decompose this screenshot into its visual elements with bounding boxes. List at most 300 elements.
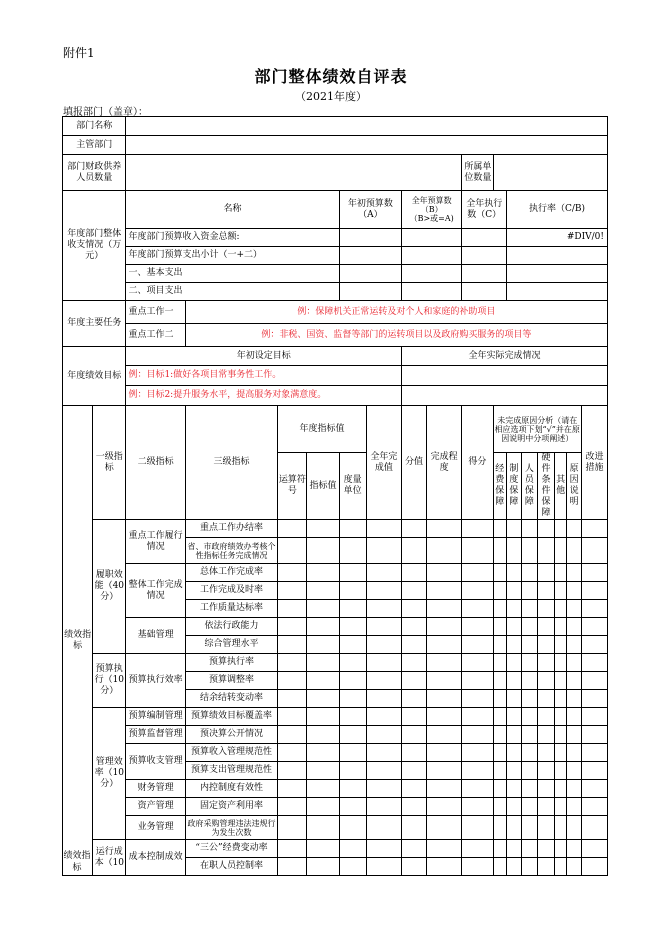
- table-cell[interactable]: [426, 762, 461, 780]
- table-cell[interactable]: [462, 780, 493, 798]
- table-cell[interactable]: [538, 798, 555, 816]
- table-cell[interactable]: [493, 600, 507, 618]
- table-cell[interactable]: [462, 840, 493, 858]
- table-cell[interactable]: [402, 840, 427, 858]
- table-cell[interactable]: [538, 654, 555, 672]
- table-cell[interactable]: [507, 816, 522, 840]
- table-cell[interactable]: [278, 780, 307, 798]
- table-cell[interactable]: [426, 744, 461, 762]
- table-cell[interactable]: [567, 708, 582, 726]
- table-cell[interactable]: [278, 582, 307, 600]
- table-cell[interactable]: [521, 636, 538, 654]
- table-cell[interactable]: [581, 816, 607, 840]
- table-cell[interactable]: [366, 600, 401, 618]
- cell-input[interactable]: [339, 265, 401, 283]
- table-cell[interactable]: [402, 538, 427, 564]
- table-cell[interactable]: [462, 816, 493, 840]
- table-cell[interactable]: [366, 816, 401, 840]
- goal2-done-input[interactable]: [402, 386, 608, 406]
- table-cell[interactable]: [493, 690, 507, 708]
- table-cell[interactable]: [462, 538, 493, 564]
- table-cell[interactable]: [538, 726, 555, 744]
- table-cell[interactable]: [307, 690, 339, 708]
- table-cell[interactable]: [554, 600, 566, 618]
- table-cell[interactable]: [521, 520, 538, 538]
- table-cell[interactable]: [278, 600, 307, 618]
- table-cell[interactable]: [402, 520, 427, 538]
- table-cell[interactable]: [554, 636, 566, 654]
- table-cell[interactable]: [462, 600, 493, 618]
- table-cell[interactable]: [567, 538, 582, 564]
- table-cell[interactable]: [581, 762, 607, 780]
- table-cell[interactable]: [339, 538, 366, 564]
- cell-input[interactable]: [462, 283, 507, 301]
- table-cell[interactable]: [567, 726, 582, 744]
- cell-input[interactable]: [462, 229, 507, 247]
- table-cell[interactable]: [278, 538, 307, 564]
- table-cell[interactable]: [402, 858, 427, 876]
- table-cell[interactable]: [366, 798, 401, 816]
- table-cell[interactable]: [278, 618, 307, 636]
- table-cell[interactable]: [339, 636, 366, 654]
- table-cell[interactable]: [554, 744, 566, 762]
- table-cell[interactable]: [493, 840, 507, 858]
- table-cell[interactable]: [307, 654, 339, 672]
- table-cell[interactable]: [554, 762, 566, 780]
- table-cell[interactable]: [426, 708, 461, 726]
- cell-input[interactable]: [507, 265, 608, 283]
- table-cell[interactable]: [521, 726, 538, 744]
- table-cell[interactable]: [278, 672, 307, 690]
- cell-input[interactable]: [402, 265, 462, 283]
- table-cell[interactable]: [462, 520, 493, 538]
- table-cell[interactable]: [493, 858, 507, 876]
- table-cell[interactable]: [339, 564, 366, 582]
- table-cell[interactable]: [278, 726, 307, 744]
- table-cell[interactable]: [538, 564, 555, 582]
- table-cell[interactable]: [521, 654, 538, 672]
- dept-name-field[interactable]: [126, 117, 608, 136]
- table-cell[interactable]: [366, 762, 401, 780]
- table-cell[interactable]: [507, 672, 522, 690]
- table-cell[interactable]: [339, 726, 366, 744]
- table-cell[interactable]: [521, 690, 538, 708]
- table-cell[interactable]: [278, 708, 307, 726]
- table-cell[interactable]: [402, 618, 427, 636]
- table-cell[interactable]: [507, 798, 522, 816]
- table-cell[interactable]: [538, 690, 555, 708]
- table-cell[interactable]: [402, 564, 427, 582]
- task2-text: 例：非税、国资、监督等部门的运转项目以及政府购买服务的项目等: [185, 324, 607, 347]
- table-cell[interactable]: [554, 618, 566, 636]
- table-cell[interactable]: [567, 816, 582, 840]
- table-cell[interactable]: [507, 538, 522, 564]
- table-cell[interactable]: [493, 654, 507, 672]
- table-cell[interactable]: [426, 690, 461, 708]
- table-cell[interactable]: [493, 538, 507, 564]
- table-cell[interactable]: [278, 798, 307, 816]
- table-cell[interactable]: [493, 744, 507, 762]
- table-cell[interactable]: [521, 582, 538, 600]
- table-cell[interactable]: [366, 582, 401, 600]
- supervisor-field[interactable]: [126, 136, 608, 155]
- table-cell[interactable]: [307, 600, 339, 618]
- table-cell[interactable]: [493, 564, 507, 582]
- table-cell[interactable]: [307, 744, 339, 762]
- table-cell[interactable]: [538, 816, 555, 840]
- table-cell[interactable]: [402, 744, 427, 762]
- table-cell[interactable]: [567, 564, 582, 582]
- table-cell[interactable]: [567, 654, 582, 672]
- table-cell[interactable]: [402, 654, 427, 672]
- table-cell[interactable]: [278, 690, 307, 708]
- table-cell[interactable]: [493, 636, 507, 654]
- table-cell[interactable]: [507, 582, 522, 600]
- table-cell[interactable]: [521, 672, 538, 690]
- units-field[interactable]: [493, 155, 607, 191]
- table-cell[interactable]: [507, 744, 522, 762]
- table-cell[interactable]: [307, 798, 339, 816]
- table-cell[interactable]: [493, 618, 507, 636]
- table-cell[interactable]: [278, 520, 307, 538]
- table-cell[interactable]: [339, 744, 366, 762]
- table-cell[interactable]: [402, 708, 427, 726]
- table-cell[interactable]: [402, 690, 427, 708]
- item-t1: 重点工作办结率: [185, 520, 278, 538]
- table-cell[interactable]: [366, 672, 401, 690]
- table-cell[interactable]: [554, 858, 566, 876]
- table-cell[interactable]: [507, 600, 522, 618]
- table-cell[interactable]: [581, 538, 607, 564]
- table-cell[interactable]: [339, 690, 366, 708]
- table-cell[interactable]: [507, 654, 522, 672]
- table-cell[interactable]: [278, 840, 307, 858]
- table-cell[interactable]: [567, 520, 582, 538]
- table-cell[interactable]: [402, 798, 427, 816]
- goals-col-done: 全年实际完成情况: [402, 347, 608, 366]
- table-cell[interactable]: [402, 636, 427, 654]
- table-cell[interactable]: [462, 582, 493, 600]
- table-cell[interactable]: [366, 654, 401, 672]
- table-cell[interactable]: [307, 708, 339, 726]
- table-cell[interactable]: [426, 538, 461, 564]
- item-t7: 综合管理水平: [185, 636, 278, 654]
- table-cell[interactable]: [507, 780, 522, 798]
- table-cell[interactable]: [554, 520, 566, 538]
- table-cell[interactable]: [366, 538, 401, 564]
- cell-input[interactable]: [402, 247, 462, 265]
- table-cell[interactable]: [307, 636, 339, 654]
- item-t4: 工作完成及时率: [185, 582, 278, 600]
- table-cell[interactable]: [307, 840, 339, 858]
- table-cell[interactable]: [581, 520, 607, 538]
- table-cell[interactable]: [521, 816, 538, 840]
- table-cell[interactable]: [554, 816, 566, 840]
- table-cell[interactable]: [493, 520, 507, 538]
- cell-input[interactable]: [402, 283, 462, 301]
- table-cell[interactable]: [521, 840, 538, 858]
- table-cell[interactable]: [521, 618, 538, 636]
- table-cell[interactable]: [538, 858, 555, 876]
- table-cell[interactable]: [278, 636, 307, 654]
- table-cell[interactable]: [493, 780, 507, 798]
- table-cell[interactable]: [521, 780, 538, 798]
- table-cell[interactable]: [507, 564, 522, 582]
- table-cell[interactable]: [402, 762, 427, 780]
- table-cell[interactable]: [554, 564, 566, 582]
- table-cell[interactable]: [339, 520, 366, 538]
- table-cell[interactable]: [507, 618, 522, 636]
- table-cell[interactable]: [278, 762, 307, 780]
- table-cell[interactable]: [493, 726, 507, 744]
- table-cell[interactable]: [462, 672, 493, 690]
- table-cell[interactable]: [581, 690, 607, 708]
- table-cell[interactable]: [402, 582, 427, 600]
- table-cell[interactable]: [538, 780, 555, 798]
- table-cell[interactable]: [366, 858, 401, 876]
- cell-input[interactable]: [339, 229, 401, 247]
- table-cell[interactable]: [581, 672, 607, 690]
- table-cell[interactable]: [538, 840, 555, 858]
- table-cell[interactable]: [339, 600, 366, 618]
- table-cell[interactable]: [462, 762, 493, 780]
- table-cell[interactable]: [554, 582, 566, 600]
- sub-key-work: 重点工作履行情况: [126, 520, 185, 564]
- table-cell[interactable]: [339, 780, 366, 798]
- table-cell[interactable]: [493, 672, 507, 690]
- goal1-done-input[interactable]: [402, 366, 608, 386]
- col-degree: 完成程度: [426, 406, 461, 520]
- table-cell[interactable]: [554, 654, 566, 672]
- table-cell[interactable]: [307, 762, 339, 780]
- table-cell[interactable]: [402, 780, 427, 798]
- table-cell[interactable]: [538, 600, 555, 618]
- table-cell[interactable]: [493, 582, 507, 600]
- table-cell[interactable]: [567, 780, 582, 798]
- table-cell[interactable]: [339, 816, 366, 840]
- table-cell[interactable]: [278, 858, 307, 876]
- table-cell[interactable]: [554, 798, 566, 816]
- table-cell[interactable]: [567, 690, 582, 708]
- table-cell[interactable]: [554, 780, 566, 798]
- table-cell[interactable]: [507, 726, 522, 744]
- table-cell[interactable]: [538, 672, 555, 690]
- table-cell[interactable]: [366, 618, 401, 636]
- table-cell[interactable]: [426, 654, 461, 672]
- table-cell[interactable]: [493, 708, 507, 726]
- table-cell[interactable]: [507, 840, 522, 858]
- table-cell[interactable]: [426, 816, 461, 840]
- table-cell[interactable]: [366, 690, 401, 708]
- table-cell[interactable]: [521, 538, 538, 564]
- table-cell[interactable]: [462, 654, 493, 672]
- table-cell[interactable]: [567, 762, 582, 780]
- table-cell[interactable]: [426, 582, 461, 600]
- table-cell[interactable]: [339, 582, 366, 600]
- table-cell[interactable]: [402, 726, 427, 744]
- table-cell[interactable]: [307, 564, 339, 582]
- table-cell[interactable]: [507, 690, 522, 708]
- table-cell[interactable]: [567, 618, 582, 636]
- table-cell[interactable]: [307, 672, 339, 690]
- col-level3: 三级指标: [185, 406, 278, 520]
- table-cell[interactable]: [307, 582, 339, 600]
- table-cell[interactable]: [538, 636, 555, 654]
- table-cell[interactable]: [521, 600, 538, 618]
- table-cell[interactable]: [278, 564, 307, 582]
- table-cell[interactable]: [307, 780, 339, 798]
- cell-input[interactable]: [462, 265, 507, 283]
- table-cell[interactable]: [581, 798, 607, 816]
- table-cell[interactable]: [581, 636, 607, 654]
- table-cell[interactable]: [307, 538, 339, 564]
- table-cell[interactable]: [567, 798, 582, 816]
- table-cell[interactable]: [581, 654, 607, 672]
- table-cell[interactable]: [521, 762, 538, 780]
- table-cell[interactable]: [426, 726, 461, 744]
- table-cell[interactable]: [554, 538, 566, 564]
- table-cell[interactable]: [521, 798, 538, 816]
- table-cell[interactable]: [493, 798, 507, 816]
- table-cell[interactable]: [307, 726, 339, 744]
- table-cell[interactable]: [339, 798, 366, 816]
- table-cell[interactable]: [307, 816, 339, 840]
- table-cell[interactable]: [462, 708, 493, 726]
- table-cell[interactable]: [426, 636, 461, 654]
- table-cell[interactable]: [567, 600, 582, 618]
- table-cell[interactable]: [581, 600, 607, 618]
- table-cell[interactable]: [554, 708, 566, 726]
- table-cell[interactable]: [507, 520, 522, 538]
- table-cell[interactable]: [366, 636, 401, 654]
- table-cell[interactable]: [339, 840, 366, 858]
- item-t6: 依法行政能力: [185, 618, 278, 636]
- table-cell[interactable]: [426, 600, 461, 618]
- table-cell[interactable]: [554, 726, 566, 744]
- table-cell[interactable]: [426, 672, 461, 690]
- table-cell[interactable]: [521, 708, 538, 726]
- table-cell[interactable]: [426, 520, 461, 538]
- table-cell[interactable]: [538, 618, 555, 636]
- group-management: 管理效率（10分）: [93, 708, 126, 840]
- table-cell[interactable]: [339, 654, 366, 672]
- table-cell[interactable]: [554, 690, 566, 708]
- table-cell[interactable]: [366, 564, 401, 582]
- table-cell[interactable]: [426, 858, 461, 876]
- table-cell[interactable]: [402, 816, 427, 840]
- table-cell[interactable]: [567, 840, 582, 858]
- table-cell[interactable]: [462, 564, 493, 582]
- table-cell[interactable]: [462, 726, 493, 744]
- cell-input[interactable]: [507, 247, 608, 265]
- cell-input[interactable]: [462, 247, 507, 265]
- table-cell[interactable]: [581, 564, 607, 582]
- cell-input[interactable]: [339, 283, 401, 301]
- table-cell[interactable]: [307, 618, 339, 636]
- table-cell[interactable]: [507, 708, 522, 726]
- table-cell[interactable]: [366, 520, 401, 538]
- table-cell[interactable]: [307, 858, 339, 876]
- cell-input[interactable]: [339, 247, 401, 265]
- table-cell[interactable]: [521, 744, 538, 762]
- table-cell[interactable]: [554, 672, 566, 690]
- table-cell[interactable]: [462, 744, 493, 762]
- table-cell[interactable]: [462, 858, 493, 876]
- cell-input[interactable]: [402, 229, 462, 247]
- table-cell[interactable]: [554, 840, 566, 858]
- table-cell[interactable]: [507, 636, 522, 654]
- table-cell[interactable]: [581, 858, 607, 876]
- cell-input[interactable]: [507, 283, 608, 301]
- table-cell[interactable]: [493, 762, 507, 780]
- table-cell[interactable]: [567, 582, 582, 600]
- table-cell[interactable]: [339, 858, 366, 876]
- table-cell[interactable]: [507, 762, 522, 780]
- item-t8: 预算执行率: [185, 654, 278, 672]
- table-cell[interactable]: [581, 582, 607, 600]
- table-cell[interactable]: [567, 744, 582, 762]
- table-cell[interactable]: [581, 708, 607, 726]
- table-cell[interactable]: [366, 840, 401, 858]
- table-cell[interactable]: [581, 780, 607, 798]
- table-cell[interactable]: [426, 564, 461, 582]
- table-cell[interactable]: [493, 816, 507, 840]
- table-cell[interactable]: [366, 708, 401, 726]
- table-cell[interactable]: [567, 636, 582, 654]
- table-cell[interactable]: [366, 780, 401, 798]
- table-cell[interactable]: [462, 636, 493, 654]
- table-cell[interactable]: [538, 744, 555, 762]
- staff-field[interactable]: [126, 155, 462, 191]
- table-cell[interactable]: [366, 744, 401, 762]
- table-cell[interactable]: [521, 564, 538, 582]
- table-cell[interactable]: [538, 708, 555, 726]
- table-cell[interactable]: [339, 672, 366, 690]
- table-cell[interactable]: [538, 762, 555, 780]
- table-cell[interactable]: [581, 744, 607, 762]
- table-cell[interactable]: [278, 744, 307, 762]
- table-cell[interactable]: [521, 858, 538, 876]
- table-cell[interactable]: [426, 840, 461, 858]
- table-cell[interactable]: [581, 618, 607, 636]
- table-cell[interactable]: [307, 520, 339, 538]
- budget-section-label: 年度部门整体收支情况（万元）: [63, 191, 126, 301]
- table-cell[interactable]: [339, 762, 366, 780]
- table-cell[interactable]: [339, 618, 366, 636]
- table-cell[interactable]: [567, 858, 582, 876]
- table-cell[interactable]: [339, 708, 366, 726]
- table-cell[interactable]: [366, 726, 401, 744]
- table-cell[interactable]: [538, 538, 555, 564]
- table-cell[interactable]: [507, 858, 522, 876]
- table-cell[interactable]: [426, 798, 461, 816]
- table-cell[interactable]: [426, 618, 461, 636]
- table-cell[interactable]: [402, 672, 427, 690]
- table-cell[interactable]: [581, 840, 607, 858]
- table-cell[interactable]: [462, 798, 493, 816]
- table-cell[interactable]: [538, 582, 555, 600]
- table-cell[interactable]: [581, 726, 607, 744]
- table-cell[interactable]: [426, 780, 461, 798]
- table-cell[interactable]: [402, 600, 427, 618]
- table-cell[interactable]: [462, 618, 493, 636]
- table-cell[interactable]: [538, 520, 555, 538]
- table-cell[interactable]: [567, 672, 582, 690]
- table-cell[interactable]: [462, 690, 493, 708]
- table-cell[interactable]: [278, 816, 307, 840]
- attachment-label: 附件1: [63, 46, 95, 60]
- table-cell[interactable]: [278, 654, 307, 672]
